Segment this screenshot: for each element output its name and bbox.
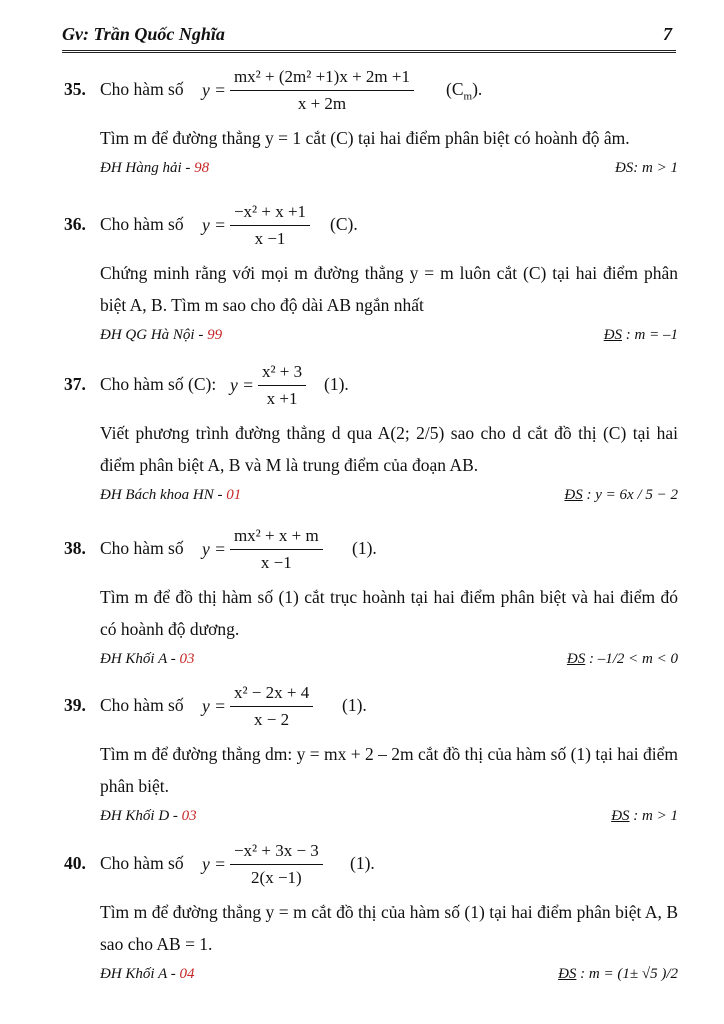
problem-lead: Cho hàm số: [100, 695, 184, 715]
problem-text: Viết phương trình đường thẳng d qua A(2; 2/5) sao cho d cắt đồ thị (C) tại hai điểm phân biệt A, B và M là trung điểm của đoạn AB.: [100, 423, 678, 475]
fraction: [230, 526, 323, 573]
problem-text: Tìm m để đường thẳng dm: y = mx + 2 – 2m cắt đồ thị của hàm số (1) tại hai điểm phân biệt.: [100, 744, 678, 796]
problem-source: ĐH Khối A - 04: [100, 966, 195, 982]
problem-number: 40.: [64, 853, 86, 873]
function-tag: (1).: [342, 695, 367, 715]
fraction: [258, 362, 306, 409]
problem-36: [62, 197, 678, 351]
equation-lhs: y =: [202, 538, 226, 559]
fraction: [230, 841, 323, 888]
equation-lhs: y =: [202, 214, 226, 235]
equation-lhs: y =: [202, 79, 226, 100]
equation-lhs: y =: [230, 374, 254, 395]
problem-text: Tìm m để đồ thị hàm số (1) cắt trục hoành tại hai điểm phân biệt và hai điểm đó có hoành độ dương.: [100, 587, 678, 639]
problem-text: Tìm m để đường thẳng y = m cắt đồ thị của hàm số (1) tại hai điểm phân biệt A, B sao cho AB = 1.: [100, 902, 678, 954]
problem-40: [62, 836, 678, 990]
problem-number: 39.: [64, 695, 86, 715]
author-name: Gv: Trần Quốc Nghĩa: [62, 24, 225, 44]
problem-number: 35.: [64, 79, 86, 99]
problem-lead: Cho hàm số: [100, 538, 184, 558]
problem-number: 37.: [64, 374, 86, 394]
problem-answer: ĐS : m = (1± √5 )/2: [558, 966, 678, 982]
numerator: −x² + 3x − 3: [230, 841, 323, 865]
function-tag: (1).: [324, 374, 349, 394]
fraction: [230, 202, 310, 249]
numerator: x² − 2x + 4: [230, 683, 313, 707]
problem-lead: Cho hàm số: [100, 853, 184, 873]
function-tag: $(C_m)$.: [446, 79, 483, 103]
function-tag: (1).: [350, 853, 375, 873]
fraction: [230, 67, 414, 114]
problem-answer: ĐS : –1/2 < m < 0: [566, 651, 678, 667]
problem-number: 36.: [64, 214, 86, 234]
problem-35: [62, 62, 678, 184]
denominator: x +1: [266, 388, 298, 408]
function-tag: (1).: [352, 538, 377, 558]
problem-answer: ĐS : y = 6x / 5 − 2: [564, 487, 678, 503]
problem-number: 38.: [64, 538, 86, 558]
problem-lead: Cho hàm số: [100, 214, 184, 234]
numerator: x² + 3: [258, 362, 306, 386]
problem-37: [62, 357, 678, 511]
problem-38: [62, 521, 678, 675]
fraction: [230, 683, 313, 730]
denominator: x − 2: [254, 709, 290, 729]
function-tag: (C).: [330, 214, 358, 234]
problem-answer: ĐS : m = –1: [603, 327, 678, 343]
numerator: mx² + (2m² +1)x + 2m +1: [230, 67, 414, 91]
equation-lhs: y =: [202, 695, 226, 716]
denominator: 2(x −1): [251, 867, 302, 887]
page-header: [62, 20, 676, 53]
problem-source: ĐH Hàng hải - 98: [100, 160, 210, 176]
problem-text: Chứng minh rằng với mọi m đường thẳng y = m luôn cắt (C) tại hai điểm phân biệt A, B. Tìm m sao cho độ dài AB ngắn nhất: [100, 263, 678, 315]
problem-source: ĐH Khối A - 03: [100, 651, 195, 667]
problem-text: Tìm m để đường thẳng y = 1 cắt (C) tại hai điểm phân biệt có hoành độ âm.: [100, 128, 630, 148]
problem-answer: ĐS : m > 1: [611, 808, 678, 824]
problem-lead: Cho hàm số: [100, 79, 184, 99]
problem-answer: ĐS: m > 1: [614, 160, 678, 176]
numerator: −x² + x +1: [230, 202, 310, 226]
equation-lhs: y =: [202, 853, 226, 874]
denominator: x −1: [254, 228, 286, 248]
problem-lead: Cho hàm số (C):: [100, 374, 217, 394]
page-number: 7: [663, 24, 672, 44]
denominator: x + 2m: [297, 93, 347, 113]
denominator: x −1: [260, 552, 292, 572]
problem-source: ĐH Khối D - 03: [100, 808, 197, 824]
problem-source: ĐH Bách khoa HN - 01: [100, 487, 242, 503]
problem-39: [62, 678, 678, 832]
problem-source: ĐH QG Hà Nội - 99: [100, 327, 223, 343]
numerator: mx² + x + m: [230, 526, 323, 550]
